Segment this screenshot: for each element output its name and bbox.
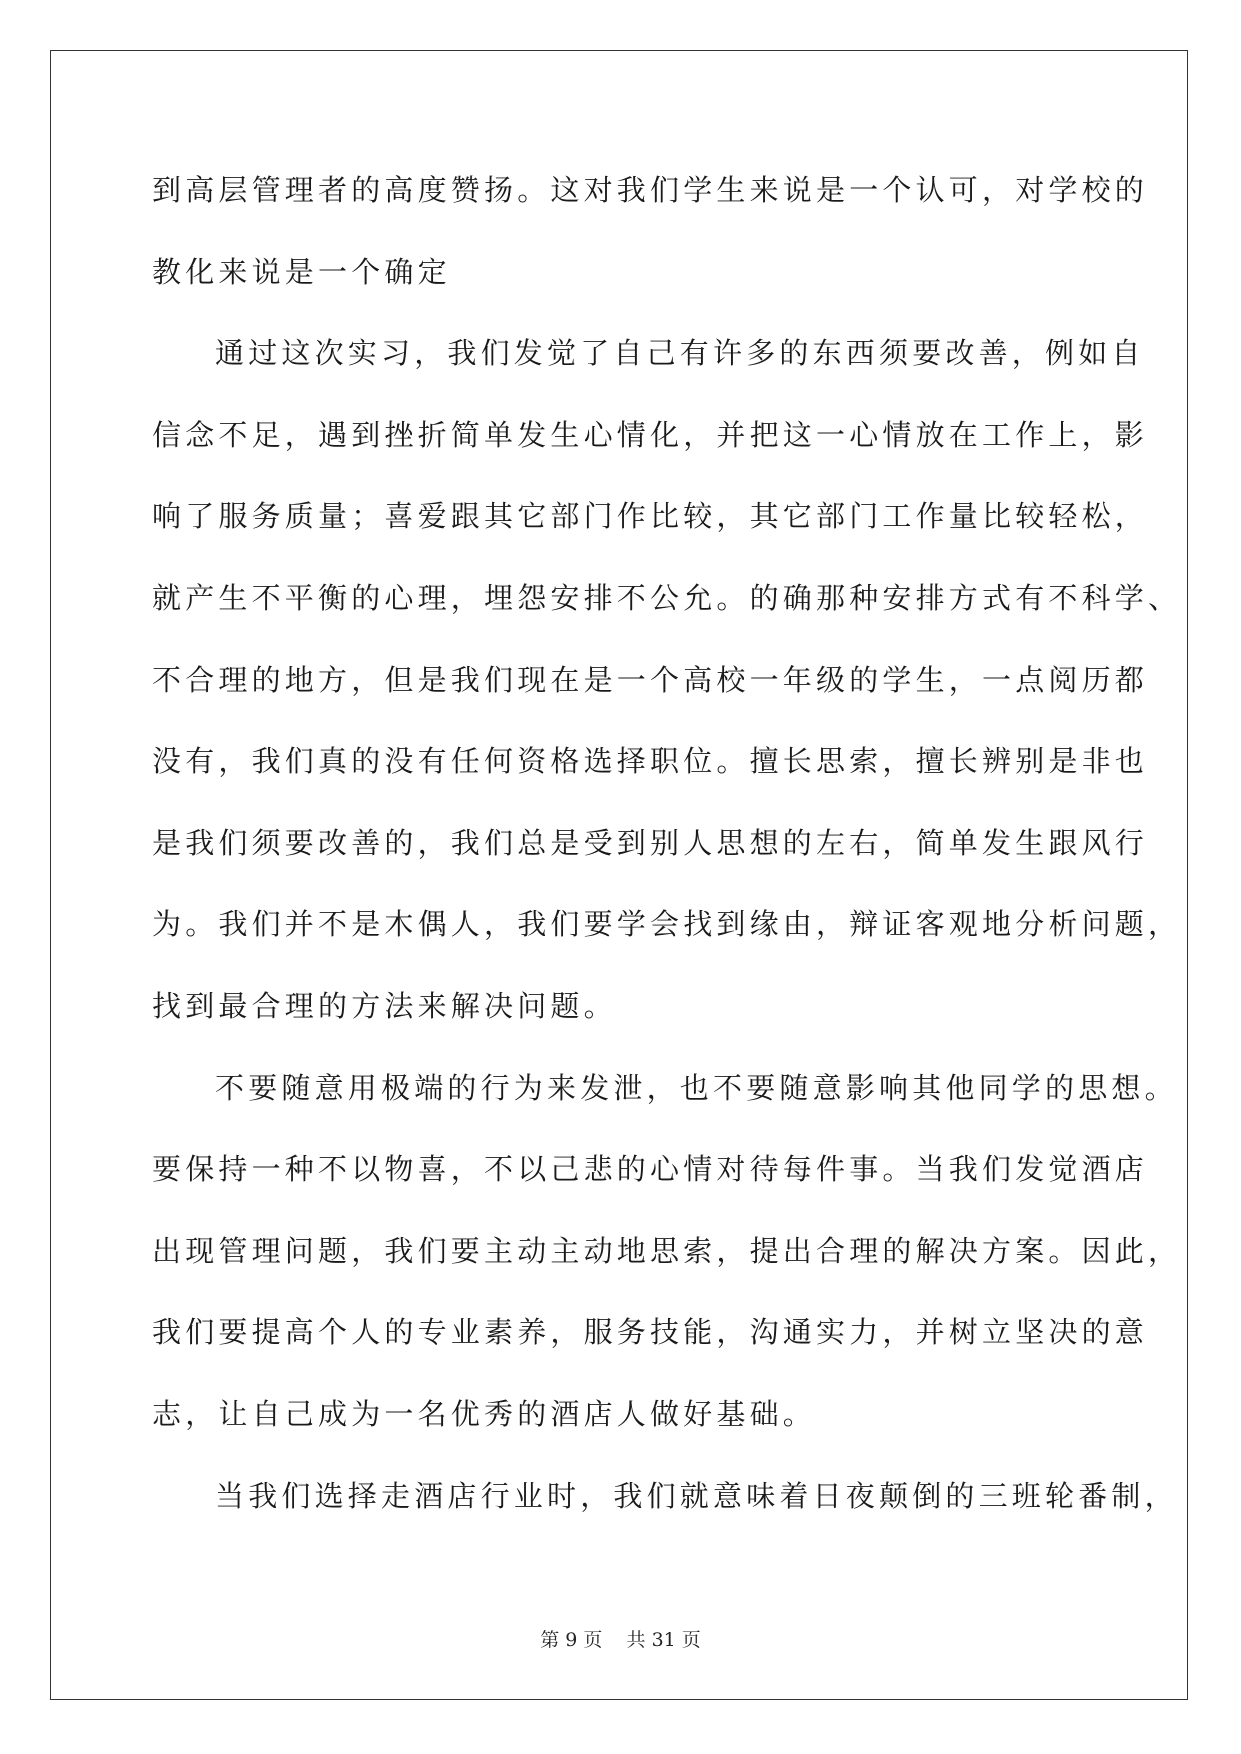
text-line: 找到最合理的方法来解决问题。 xyxy=(152,988,617,1023)
text-line: 是我们须要改善的，我们总是受到别人思想的左右，简单发生跟风行 xyxy=(152,825,1149,860)
text-line: 响了服务质量；喜爱跟其它部门作比较，其它部门工作量比较轻松， xyxy=(152,499,1149,534)
paragraph-start-line: 通过这次实习，我们发觉了自己有许多的东西须要改善，例如自 xyxy=(215,336,1145,371)
text-line: 我们要提高个人的专业素养，服务技能，沟通实力，并树立坚决的意 xyxy=(152,1315,1149,1350)
text-line: 没有，我们真的没有任何资格选择职位。擅长思索，擅长辨别是非也 xyxy=(152,744,1149,779)
text-line: 就产生不平衡的心理，埋怨安排不公允。的确那种安排方式有不科学、 xyxy=(152,580,1182,615)
text-line: 教化来说是一个确定 xyxy=(152,254,451,289)
document-body xyxy=(152,160,1182,1547)
text-line: 不合理的地方，但是我们现在是一个高校一年级的学生，一点阅历都 xyxy=(152,662,1149,697)
text-line: 为。我们并不是木偶人，我们要学会找到缘由，辩证客观地分析问题， xyxy=(152,907,1182,942)
text-line: 志，让自己成为一名优秀的酒店人做好基础。 xyxy=(152,1396,817,1431)
text-line: 要保持一种不以物喜，不以己悲的心情对待每件事。当我们发觉酒店 xyxy=(152,1152,1149,1187)
text-line: 信念不足，遇到挫折简单发生心情化，并把这一心情放在工作上，影 xyxy=(152,417,1149,452)
text-line: 到高层管理者的高度赞扬。这对我们学生来说是一个认可，对学校的 xyxy=(152,173,1149,207)
page-number-footer: 第 9 页 共 31 页 xyxy=(540,1629,701,1651)
paragraph-start-line: 当我们选择走酒店行业时，我们就意味着日夜颠倒的三班轮番制， xyxy=(215,1478,1178,1513)
paragraph-start-line: 不要随意用极端的行为来发泄，也不要随意影响其他同学的思想。 xyxy=(215,1070,1178,1105)
text-line: 出现管理问题，我们要主动主动地思索，提出合理的解决方案。因此， xyxy=(152,1233,1182,1268)
